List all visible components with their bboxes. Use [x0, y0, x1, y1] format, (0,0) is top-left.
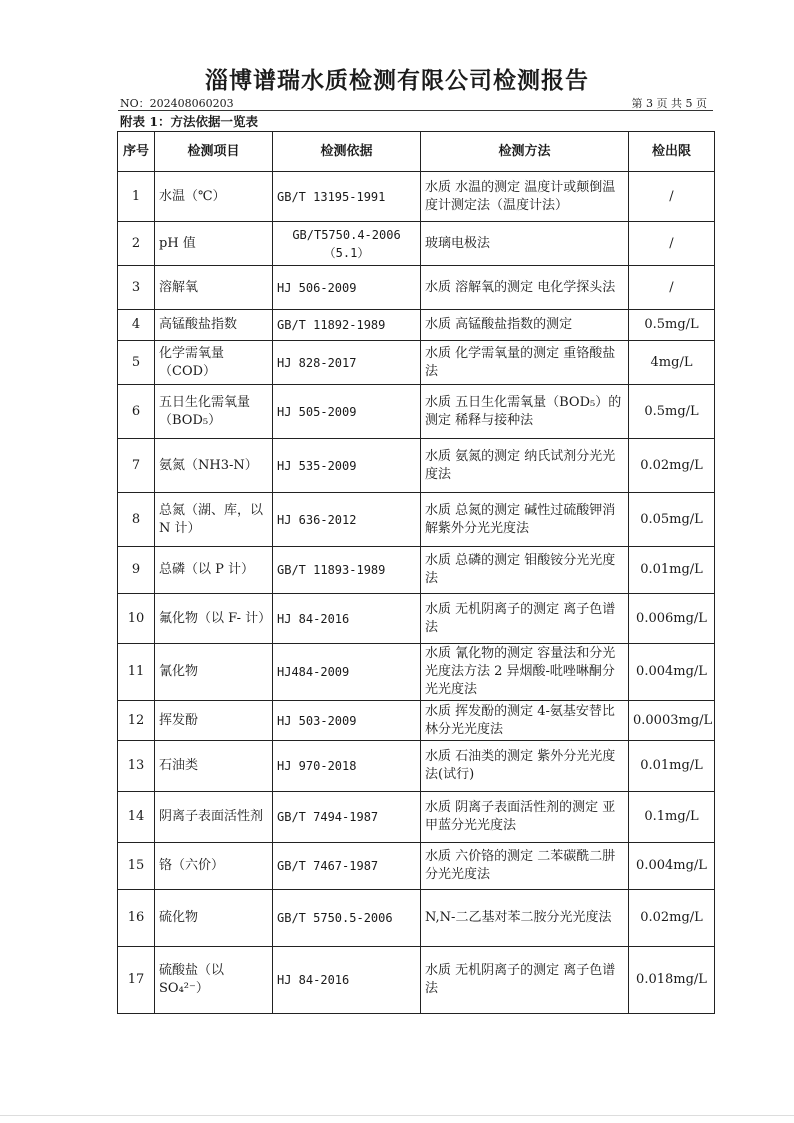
row-item: 氟化物（以 F- 计）: [155, 594, 273, 644]
row-item: 溶解氧: [155, 266, 273, 310]
row-index: 5: [118, 341, 155, 385]
row-index: 13: [118, 741, 155, 792]
row-standard: HJ 505-2009: [273, 385, 421, 439]
row-limit: 0.05mg/L: [629, 493, 715, 547]
table-row: [118, 266, 715, 310]
section-title: 附表 1：方法依据一览表: [120, 114, 259, 129]
row-limit: 0.02mg/L: [629, 439, 715, 493]
row-method: 水质 阴离子表面活性剂的测定 亚甲蓝分光光度法: [421, 792, 629, 843]
row-index: 9: [118, 547, 155, 594]
row-index: 14: [118, 792, 155, 843]
table-header-row: [118, 132, 715, 172]
row-limit: 0.004mg/L: [629, 843, 715, 890]
row-method: 水质 无机阴离子的测定 离子色谱法: [421, 947, 629, 1014]
row-method: 水质 总氮的测定 碱性过硫酸钾消解紫外分光光度法: [421, 493, 629, 547]
table-row: [118, 493, 715, 547]
row-standard: GB/T 5750.5-2006: [273, 890, 421, 947]
row-standard: HJ 535-2009: [273, 439, 421, 493]
row-method: 水质 溶解氧的测定 电化学探头法: [421, 266, 629, 310]
row-standard: HJ 506-2009: [273, 266, 421, 310]
table-row: [118, 222, 715, 266]
row-limit: 0.01mg/L: [629, 741, 715, 792]
col-header-method: 检测方法: [421, 132, 629, 172]
table-row: [118, 741, 715, 792]
row-standard: HJ 636-2012: [273, 493, 421, 547]
row-standard: HJ 84-2016: [273, 947, 421, 1014]
row-item: 硫化物: [155, 890, 273, 947]
row-limit: 0.02mg/L: [629, 890, 715, 947]
row-item: 氰化物: [155, 644, 273, 701]
row-method: 水质 水温的测定 温度计或颠倒温度计测定法（温度计法）: [421, 172, 629, 222]
table-row: [118, 843, 715, 890]
row-method: 水质 五日生化需氧量（BOD₅）的测定 稀释与接种法: [421, 385, 629, 439]
row-index: 10: [118, 594, 155, 644]
row-limit: 0.004mg/L: [629, 644, 715, 701]
table-body: [118, 172, 715, 1014]
row-method: 水质 石油类的测定 紫外分光光度法(试行): [421, 741, 629, 792]
report-number: NO：202408060203: [120, 97, 234, 110]
row-limit: 0.5mg/L: [629, 385, 715, 439]
page-title: 淄博谱瑞水质检测有限公司检测报告: [205, 67, 589, 94]
row-method: 水质 挥发酚的测定 4-氨基安替比林分光光度法: [421, 701, 629, 741]
row-limit: /: [629, 266, 715, 310]
row-limit: 0.006mg/L: [629, 594, 715, 644]
row-limit: /: [629, 172, 715, 222]
row-index: 1: [118, 172, 155, 222]
row-index: 12: [118, 701, 155, 741]
row-standard: GB/T5750.4-2006（5.1）: [273, 222, 421, 266]
row-standard: GB/T 7467-1987: [273, 843, 421, 890]
row-item: 水温（℃）: [155, 172, 273, 222]
row-index: 3: [118, 266, 155, 310]
row-item: 硫酸盐（以 SO₄²⁻）: [155, 947, 273, 1014]
row-method: 玻璃电极法: [421, 222, 629, 266]
col-header-limit: 检出限: [629, 132, 715, 172]
row-item: 化学需氧量（COD）: [155, 341, 273, 385]
row-index: 2: [118, 222, 155, 266]
row-standard: GB/T 13195-1991: [273, 172, 421, 222]
table-row: [118, 547, 715, 594]
row-standard: HJ 84-2016: [273, 594, 421, 644]
row-index: 15: [118, 843, 155, 890]
row-item: 总氮（湖、库，以 N 计）: [155, 493, 273, 547]
row-index: 4: [118, 310, 155, 341]
row-item: 挥发酚: [155, 701, 273, 741]
row-limit: 4mg/L: [629, 341, 715, 385]
row-item: 石油类: [155, 741, 273, 792]
col-header-standard: 检测依据: [273, 132, 421, 172]
row-standard: HJ 970-2018: [273, 741, 421, 792]
row-item: 铬（六价）: [155, 843, 273, 890]
row-item: 高锰酸盐指数: [155, 310, 273, 341]
row-standard: GB/T 11892-1989: [273, 310, 421, 341]
row-item: 氨氮（NH3-N）: [155, 439, 273, 493]
table-row: [118, 439, 715, 493]
row-method: 水质 氨氮的测定 纳氏试剂分光光度法: [421, 439, 629, 493]
row-item: 总磷（以 P 计）: [155, 547, 273, 594]
row-index: 17: [118, 947, 155, 1014]
row-method: N,N-二乙基对苯二胺分光光度法: [421, 890, 629, 947]
row-standard: HJ 503-2009: [273, 701, 421, 741]
row-method: 水质 化学需氧量的测定 重铬酸盐法: [421, 341, 629, 385]
row-limit: 0.5mg/L: [629, 310, 715, 341]
table-row: [118, 341, 715, 385]
row-index: 16: [118, 890, 155, 947]
page-indicator: 第 3 页 共 5 页: [631, 97, 707, 110]
row-method: 水质 高锰酸盐指数的测定: [421, 310, 629, 341]
row-limit: 0.01mg/L: [629, 547, 715, 594]
row-limit: 0.018mg/L: [629, 947, 715, 1014]
row-item: 阴离子表面活性剂: [155, 792, 273, 843]
row-method: 水质 六价铬的测定 二苯碳酰二肼分光光度法: [421, 843, 629, 890]
report-meta-row: [118, 95, 713, 111]
method-table: [117, 131, 715, 1014]
row-limit: 0.0003mg/L: [629, 701, 715, 741]
table-row: [118, 172, 715, 222]
table-row: [118, 594, 715, 644]
table-row: [118, 890, 715, 947]
row-standard: HJ 828-2017: [273, 341, 421, 385]
table-row: [118, 947, 715, 1014]
table-row: [118, 385, 715, 439]
row-index: 11: [118, 644, 155, 701]
row-index: 6: [118, 385, 155, 439]
row-index: 8: [118, 493, 155, 547]
col-header-item: 检测项目: [155, 132, 273, 172]
row-limit: /: [629, 222, 715, 266]
table-row: [118, 644, 715, 701]
row-standard: GB/T 7494-1987: [273, 792, 421, 843]
row-index: 7: [118, 439, 155, 493]
row-item: 五日生化需氧量（BOD₅）: [155, 385, 273, 439]
row-standard: HJ484-2009: [273, 644, 421, 701]
table-row: [118, 310, 715, 341]
col-header-index: 序号: [118, 132, 155, 172]
row-method: 水质 总磷的测定 钼酸铵分光光度法: [421, 547, 629, 594]
row-item: pH 值: [155, 222, 273, 266]
bottom-rule: [0, 1115, 794, 1116]
table-row: [118, 701, 715, 741]
row-standard: GB/T 11893-1989: [273, 547, 421, 594]
row-limit: 0.1mg/L: [629, 792, 715, 843]
table-row: [118, 792, 715, 843]
row-method: 水质 氰化物的测定 容量法和分光光度法方法 2 异烟酸-吡唑啉酮分光光度法: [421, 644, 629, 701]
row-method: 水质 无机阴离子的测定 离子色谱法: [421, 594, 629, 644]
